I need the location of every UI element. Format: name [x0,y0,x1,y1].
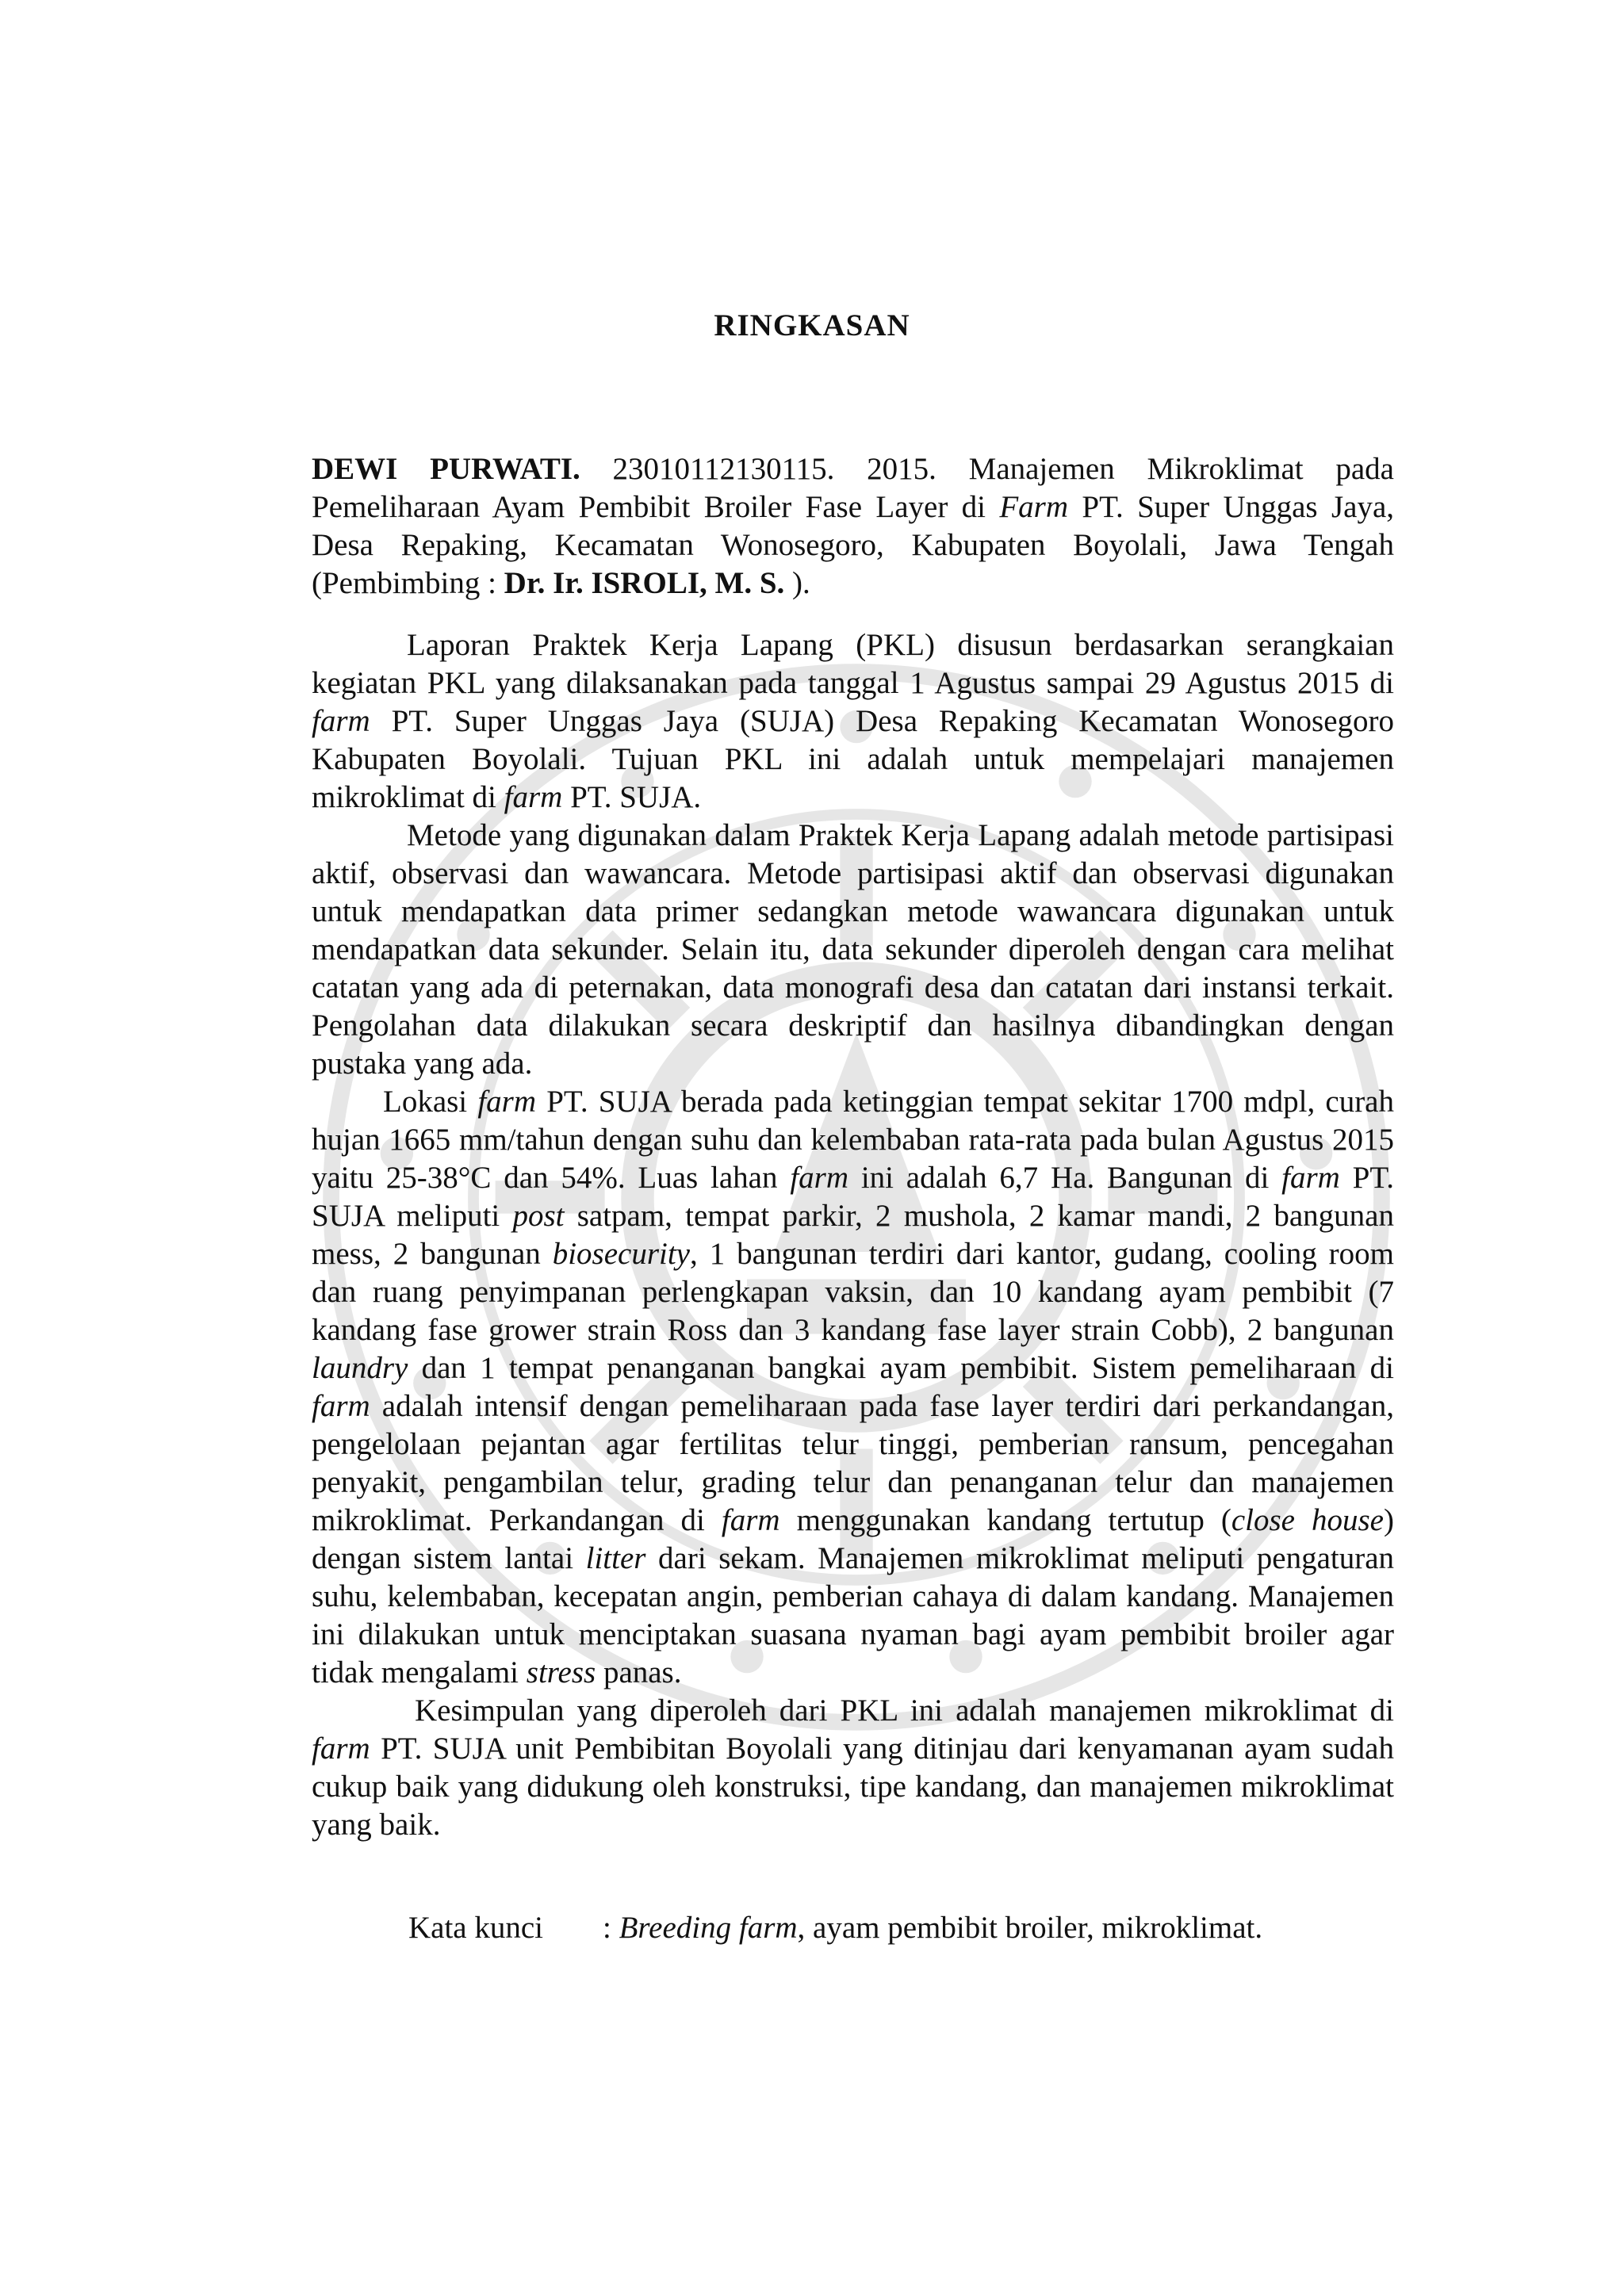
italic-term: farm [790,1161,848,1195]
paragraph-text: adalah intensif dengan pemeliharaan pada fase layer terdiri dari perkandangan, pengelolaan pejantan agar fertilitas telur tinggi, pemberian ransum, pencegahan penyakit, pengambilan telur, grading telur dan penanganan telur dan manajemen mikroklimat. Perkandangan di [312,1389,1394,1537]
keywords-italic: Breeding farm [619,1911,798,1945]
paragraph-text: menggunakan kandang tertutup ( [779,1503,1231,1537]
paragraph-text: ini adalah 6,7 Ha. Bangunan di [848,1161,1282,1195]
italic-term: farm [312,704,370,738]
italic-term: post [512,1199,565,1233]
italic-term: biosecurity [552,1237,690,1271]
keywords-line [408,1909,1262,1947]
italic-term: stress [526,1655,596,1689]
paragraph-text: PT. SUJA berada pada ketinggian tempat sekitar 1700 mdpl, curah hujan 1665 mm/tahun dengan suhu dan kelembaban rata-rata pada bulan Agustus 2015 yaitu 25-38°C dan 54%. Luas lahan [312,1085,1394,1195]
italic-term: farm [312,1389,370,1423]
italic-term: farm [1281,1161,1340,1195]
paragraph-method: Metode yang digunakan dalam Praktek Kerja Lapang adalah metode partisipasi aktif, observasi dan wawancara. Metode partisipasi aktif dan observasi digunakan untuk mendapatkan data primer sedangkan metode wawancara digunakan untuk mendapatkan data sekunder. Selain itu, data sekunder diperoleh dengan cara melihat catatan yang ada di peternakan, data monografi desa dan catatan dari instansi terkait. Pengolahan data dilakukan secara deskriptif dan hasilnya dibandingkan dengan pustaka yang ada. [312,818,1394,1081]
citation-supervisor: Dr. Ir. ISROLI, M. S. [504,566,785,600]
italic-term: farm [477,1085,537,1119]
paragraph-text: , 1 bangunan terdiri dari kantor, gudang, cooling room dan ruang penyimpanan perlengkapan vaksin, dan 10 kandang ayam pembibit (7 kandang fase grower strain Ross dan 3 kandang fase layer strain Cobb), 2 bangunan [312,1237,1395,1347]
paragraph-location [312,1083,1394,1692]
paragraph-text: dan 1 tempat penanganan bangkai ayam pembibit. Sistem pemeliharaan di [408,1351,1394,1385]
paragraph-text: ) dengan sistem lantai [312,1503,1394,1575]
paragraph-text: Kesimpulan yang diperoleh dari PKL ini adalah manajemen mikroklimat di [415,1693,1394,1728]
italic-term: laundry [312,1351,408,1385]
paragraph-text: PT. SUJA meliputi [312,1161,1395,1233]
paragraph-text: satpam, tempat parkir, 2 mushola, 2 kamar mandi, 2 bangunan mess, 2 bangunan [312,1199,1394,1271]
paragraph-text: dari sekam. Manajemen mikroklimat meliputi pengaturan suhu, kelembaban, kecepatan angin, pemberian cahaya di dalam kandang. Manajemen ini dilakukan untuk menciptakan suasana nyaman bagi ayam pembibit broiler agar tidak mengalami [312,1541,1395,1689]
keywords-rest: , ayam pembibit broiler, mikroklimat. [797,1911,1263,1945]
paragraph-text: panas. [596,1655,682,1689]
paragraph-intro [312,626,1394,817]
paragraph-text: Laporan Praktek Kerja Lapang (PKL) disusun berdasarkan serangkaian kegiatan PKL yang dilaksanakan pada tanggal 1 Agustus sampai 29 Agustus 2015 di [312,628,1394,700]
citation-closing: ). [784,566,810,600]
citation-location: PT. Super Unggas Jaya, Desa Repaking, Kecamatan Wonosegoro, Kabupaten Boyolali, Jawa Tengah (Pembimbing : [312,490,1395,600]
paragraph-text: PT. SUJA. [562,780,702,814]
keywords-separator: : [603,1911,619,1945]
citation-author: DEWI PURWATI. [312,452,580,486]
italic-term: farm [504,780,563,814]
italic-term: close house [1231,1503,1384,1537]
page-title: RINGKASAN [714,308,910,342]
paragraph-text: PT. Super Unggas Jaya (SUJA) Desa Repaking Kecamatan Wonosegoro Kabupaten Boyolali. Tujuan PKL ini adalah untuk mempelajari manajemen mikroklimat di [312,704,1394,814]
citation-text: 23010112130115. 2015. Manajemen Mikroklimat pada Pemeliharaan Ayam Pembibit Broiler Fase Layer di [312,452,1394,524]
italic-term: litter [585,1541,646,1575]
citation-block [312,450,1394,603]
italic-term: farm [721,1503,780,1537]
paragraph-conclusion [312,1692,1394,1844]
paragraph-text: Lokasi [383,1085,478,1119]
paragraph-text: PT. SUJA unit Pembibitan Boyolali yang ditinjau dari kenyamanan ayam sudah cukup baik yang didukung oleh konstruksi, tipe kandang, dan manajemen mikroklimat yang baik. [312,1732,1394,1842]
abstract-body [312,626,1394,1844]
citation-farm: Farm [999,490,1069,524]
italic-term: farm [312,1732,370,1766]
keywords-label: Kata kunci [408,1911,544,1945]
